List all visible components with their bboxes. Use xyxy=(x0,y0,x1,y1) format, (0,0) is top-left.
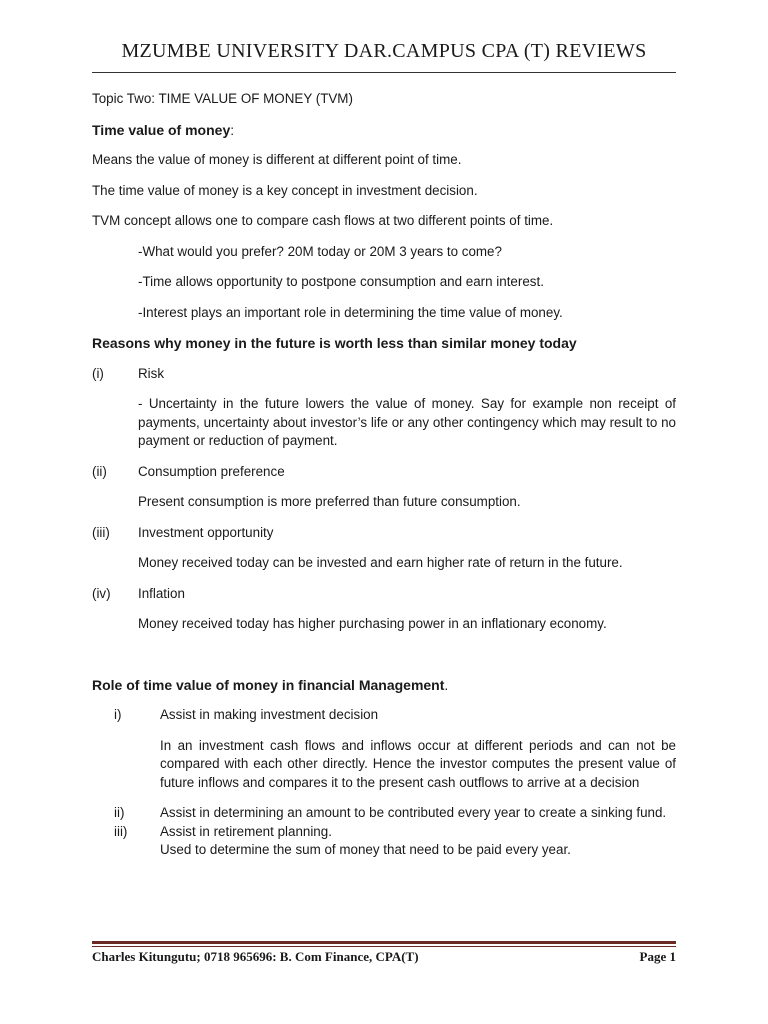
reason-description: Present consumption is more preferred than future consumption. xyxy=(138,494,521,509)
reason-description: Money received today has higher purchasing power in an inflationary economy. xyxy=(138,616,607,631)
role-description: Used to determine the sum of money that need to be paid every year. xyxy=(160,842,571,857)
indented-line: -Time allows opportunity to postpone consumption and earn interest. xyxy=(138,274,544,289)
reason-title: Investment opportunity xyxy=(138,524,274,540)
tvm-heading-colon: : xyxy=(230,121,235,138)
role-description: In an investment cash flows and inflows occur at different periods and can not be compared with each other directly. Hence the investor computes the present value of future inflows and compares it to the present cash outflows to arrive at a decision xyxy=(160,737,676,790)
reason-number: (ii) xyxy=(92,463,107,479)
footer-author: Charles Kitungutu; 0718 965696: B. Com Finance, CPA(T) xyxy=(92,949,419,964)
page-number: Page 1 xyxy=(639,949,676,964)
page-footer xyxy=(92,949,676,965)
indented-line: -Interest plays an important role in determining the time value of money. xyxy=(138,304,563,320)
role-heading-dot: . xyxy=(444,676,449,693)
reason-item xyxy=(92,365,676,384)
footer-rule-thick xyxy=(92,941,676,944)
reason-number: (i) xyxy=(92,365,104,381)
reason-number: (iii) xyxy=(92,524,110,540)
tvm-heading xyxy=(92,121,676,140)
role-number: i) xyxy=(114,707,122,722)
role-number: iii) xyxy=(114,823,128,839)
reason-item xyxy=(92,585,676,604)
reason-number: (iv) xyxy=(92,585,111,601)
reason-item xyxy=(92,463,676,482)
paragraph: The time value of money is a key concept in investment decision. xyxy=(92,182,478,198)
topic-line: Topic Two: TIME VALUE OF MONEY (TVM) xyxy=(92,91,353,106)
role-number: ii) xyxy=(114,805,125,820)
paragraph: TVM concept allows one to compare cash flows at two different points of time. xyxy=(92,213,554,228)
reason-description: - Uncertainty in the future lowers the value of money. Say for example non receipt of payments, uncertainty about investor’s life or any other contingency which may result to no payment or reduction of payment. xyxy=(138,396,676,448)
reasons-heading: Reasons why money in the future is worth less than similar money today xyxy=(92,335,577,351)
indented-line: -What would you prefer? 20M today or 20M 3 years to come? xyxy=(138,243,502,259)
reason-title: Inflation xyxy=(138,585,185,601)
reason-description: Money received today can be invested and earn higher rate of return in the future. xyxy=(138,555,623,570)
role-heading xyxy=(92,676,676,695)
role-item xyxy=(92,804,676,823)
role-item xyxy=(92,823,676,842)
paragraph: Means the value of money is different at different point of time. xyxy=(92,152,462,167)
role-title: Assist in determining an amount to be contributed every year to create a sinking fund. xyxy=(160,805,667,820)
footer-rule-thin xyxy=(92,946,676,947)
header-rule xyxy=(92,72,676,73)
role-heading-text: Role of time value of money in financial Management xyxy=(92,676,445,693)
tvm-heading-text: Time value of money xyxy=(92,121,231,138)
reason-item xyxy=(92,524,676,543)
role-title: Assist in retirement planning. xyxy=(160,823,332,839)
document-body xyxy=(92,90,676,860)
role-item xyxy=(92,706,676,725)
page-title: MZUMBE UNIVERSITY DAR.CAMPUS CPA (T) REVIEWS xyxy=(121,40,647,62)
spacer xyxy=(92,646,676,676)
role-title: Assist in making investment decision xyxy=(160,707,379,722)
reason-title: Risk xyxy=(138,365,165,381)
reason-title: Consumption preference xyxy=(138,463,285,479)
